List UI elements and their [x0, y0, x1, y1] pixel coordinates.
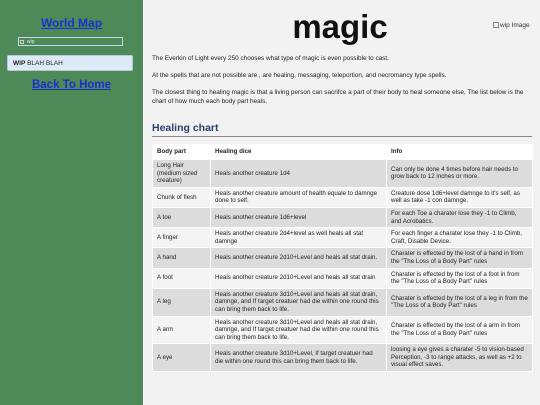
section-divider: [152, 136, 532, 137]
table-row: [153, 160, 533, 188]
body-part-cell: A foot: [153, 268, 211, 288]
info-cell: Can only be done 4 times before hair needs to grow back to 12 inches or more.: [387, 160, 533, 188]
table-header: Info: [387, 145, 533, 160]
table-row: [153, 207, 533, 227]
wip-image-placeholder: [18, 37, 123, 46]
body-part-cell: A eye: [153, 344, 211, 372]
body-part-cell: A toe: [153, 207, 211, 227]
body-part-cell: Long Hair (medium sized creature): [153, 160, 211, 188]
wip-image: [493, 22, 533, 32]
body-part-cell: A leg: [153, 288, 211, 316]
sidebar: [0, 0, 143, 405]
info-cell: Charater is effected by the lost of a arm in from the "The Loss of a Body Part" rules: [387, 316, 533, 344]
healing-dice-cell: Heals another creature 2d10+Level and heals all stat drain.: [211, 248, 387, 268]
page-title: magic: [292, 8, 388, 45]
spells-paragraph: At the spells that are not possible are , are healing, messaging, teleportion, and necromancy type spells.: [152, 72, 447, 79]
body-part-cell: A hand: [153, 248, 211, 268]
healing-paragraph: The closest thing to healing magic is that a living person can sacrifce a part of their body to heal someone else, The list below is the chart of how much each body part heals.: [152, 89, 524, 105]
table-header: Body part: [153, 145, 211, 160]
info-cell: Charater is effected by the lost of a foot in from the "The Loss of a Body Part" rules: [387, 268, 533, 288]
body-part-cell: A arm: [153, 316, 211, 344]
healing-dice-cell: Heals another creature 1d4: [211, 160, 387, 188]
healing-dice-cell: Heals another creature 3d10+Level and heals all stat drain, damnge, and If target creatuer had die within one round this can bring them back to life.: [211, 288, 387, 316]
healing-dice-cell: Heals another creature amount of health equale to damnge done to self.: [211, 187, 387, 207]
healing-dice-cell: Heals another creature 2d10+Level and heals all stat drain: [211, 268, 387, 288]
info-cell: For each finger a charater lose they -1 to Climb, Craft, Disable Device.: [387, 228, 533, 248]
wip-label: WIP: [13, 60, 26, 67]
healing-dice-cell: Heals another creature 2d4+level as well heals all stat damnge: [211, 228, 387, 248]
wip-image-alt: wip: [27, 39, 35, 45]
healing-dice-cell: Heals another creature 3d10+Level and heals all stat drain, damnge, and If target creatuer had die within one round this can bring them back to life.: [211, 316, 387, 344]
main-content: [144, 0, 540, 405]
table-row: [153, 344, 533, 372]
info-cell: Charater is effected by the lost of a leg in from the "The Loss of a Body Part" rules: [387, 288, 533, 316]
wip-text: BLAH BLAH: [27, 60, 63, 67]
info-cell: Creature dose 1d6+level damnge to it's self, as well as take -1 con damnge.: [387, 187, 533, 207]
body-part-cell: Chunk of flesh: [153, 187, 211, 207]
info-cell: For each Toe a charater lose they -1 to Climb, and Acrobatics.: [387, 207, 533, 227]
table-row: [153, 248, 533, 268]
broken-image-icon: [20, 40, 24, 44]
wip-box: [7, 55, 133, 71]
table-header-row: [153, 145, 533, 160]
wip-image-alt-text: wip Image: [500, 22, 530, 29]
broken-image-icon: [493, 22, 499, 28]
info-cell: Charater is effected by the lost of a hand in from the "The Loss of a Body Part" rules: [387, 248, 533, 268]
table-header: Healing dice: [211, 145, 387, 160]
back-to-home-link[interactable]: Back To Home: [31, 79, 112, 91]
table-row: [153, 228, 533, 248]
table-row: [153, 316, 533, 344]
info-cell: loosing a eye gives a charater -5 to vision-based Perception, -3 to range attacks, as well as +2 to visual effect saves.: [387, 344, 533, 372]
intro-paragraph: The Everkin of Light every 250 chooses what type of magic is even possible to cast.: [152, 55, 389, 62]
table-row: [153, 288, 533, 316]
healing-dice-cell: Heals another creature 1d6+level: [211, 207, 387, 227]
table-row: [153, 268, 533, 288]
body-part-cell: A finger: [153, 228, 211, 248]
table-row: [153, 187, 533, 207]
healing-table: [152, 144, 533, 372]
section-title: Healing chart: [152, 122, 219, 134]
world-map-link[interactable]: World Map: [40, 16, 103, 30]
healing-dice-cell: Heals another creature 3d10+Level, If target creatuer had die within one round this can bring them back to life.: [211, 344, 387, 372]
